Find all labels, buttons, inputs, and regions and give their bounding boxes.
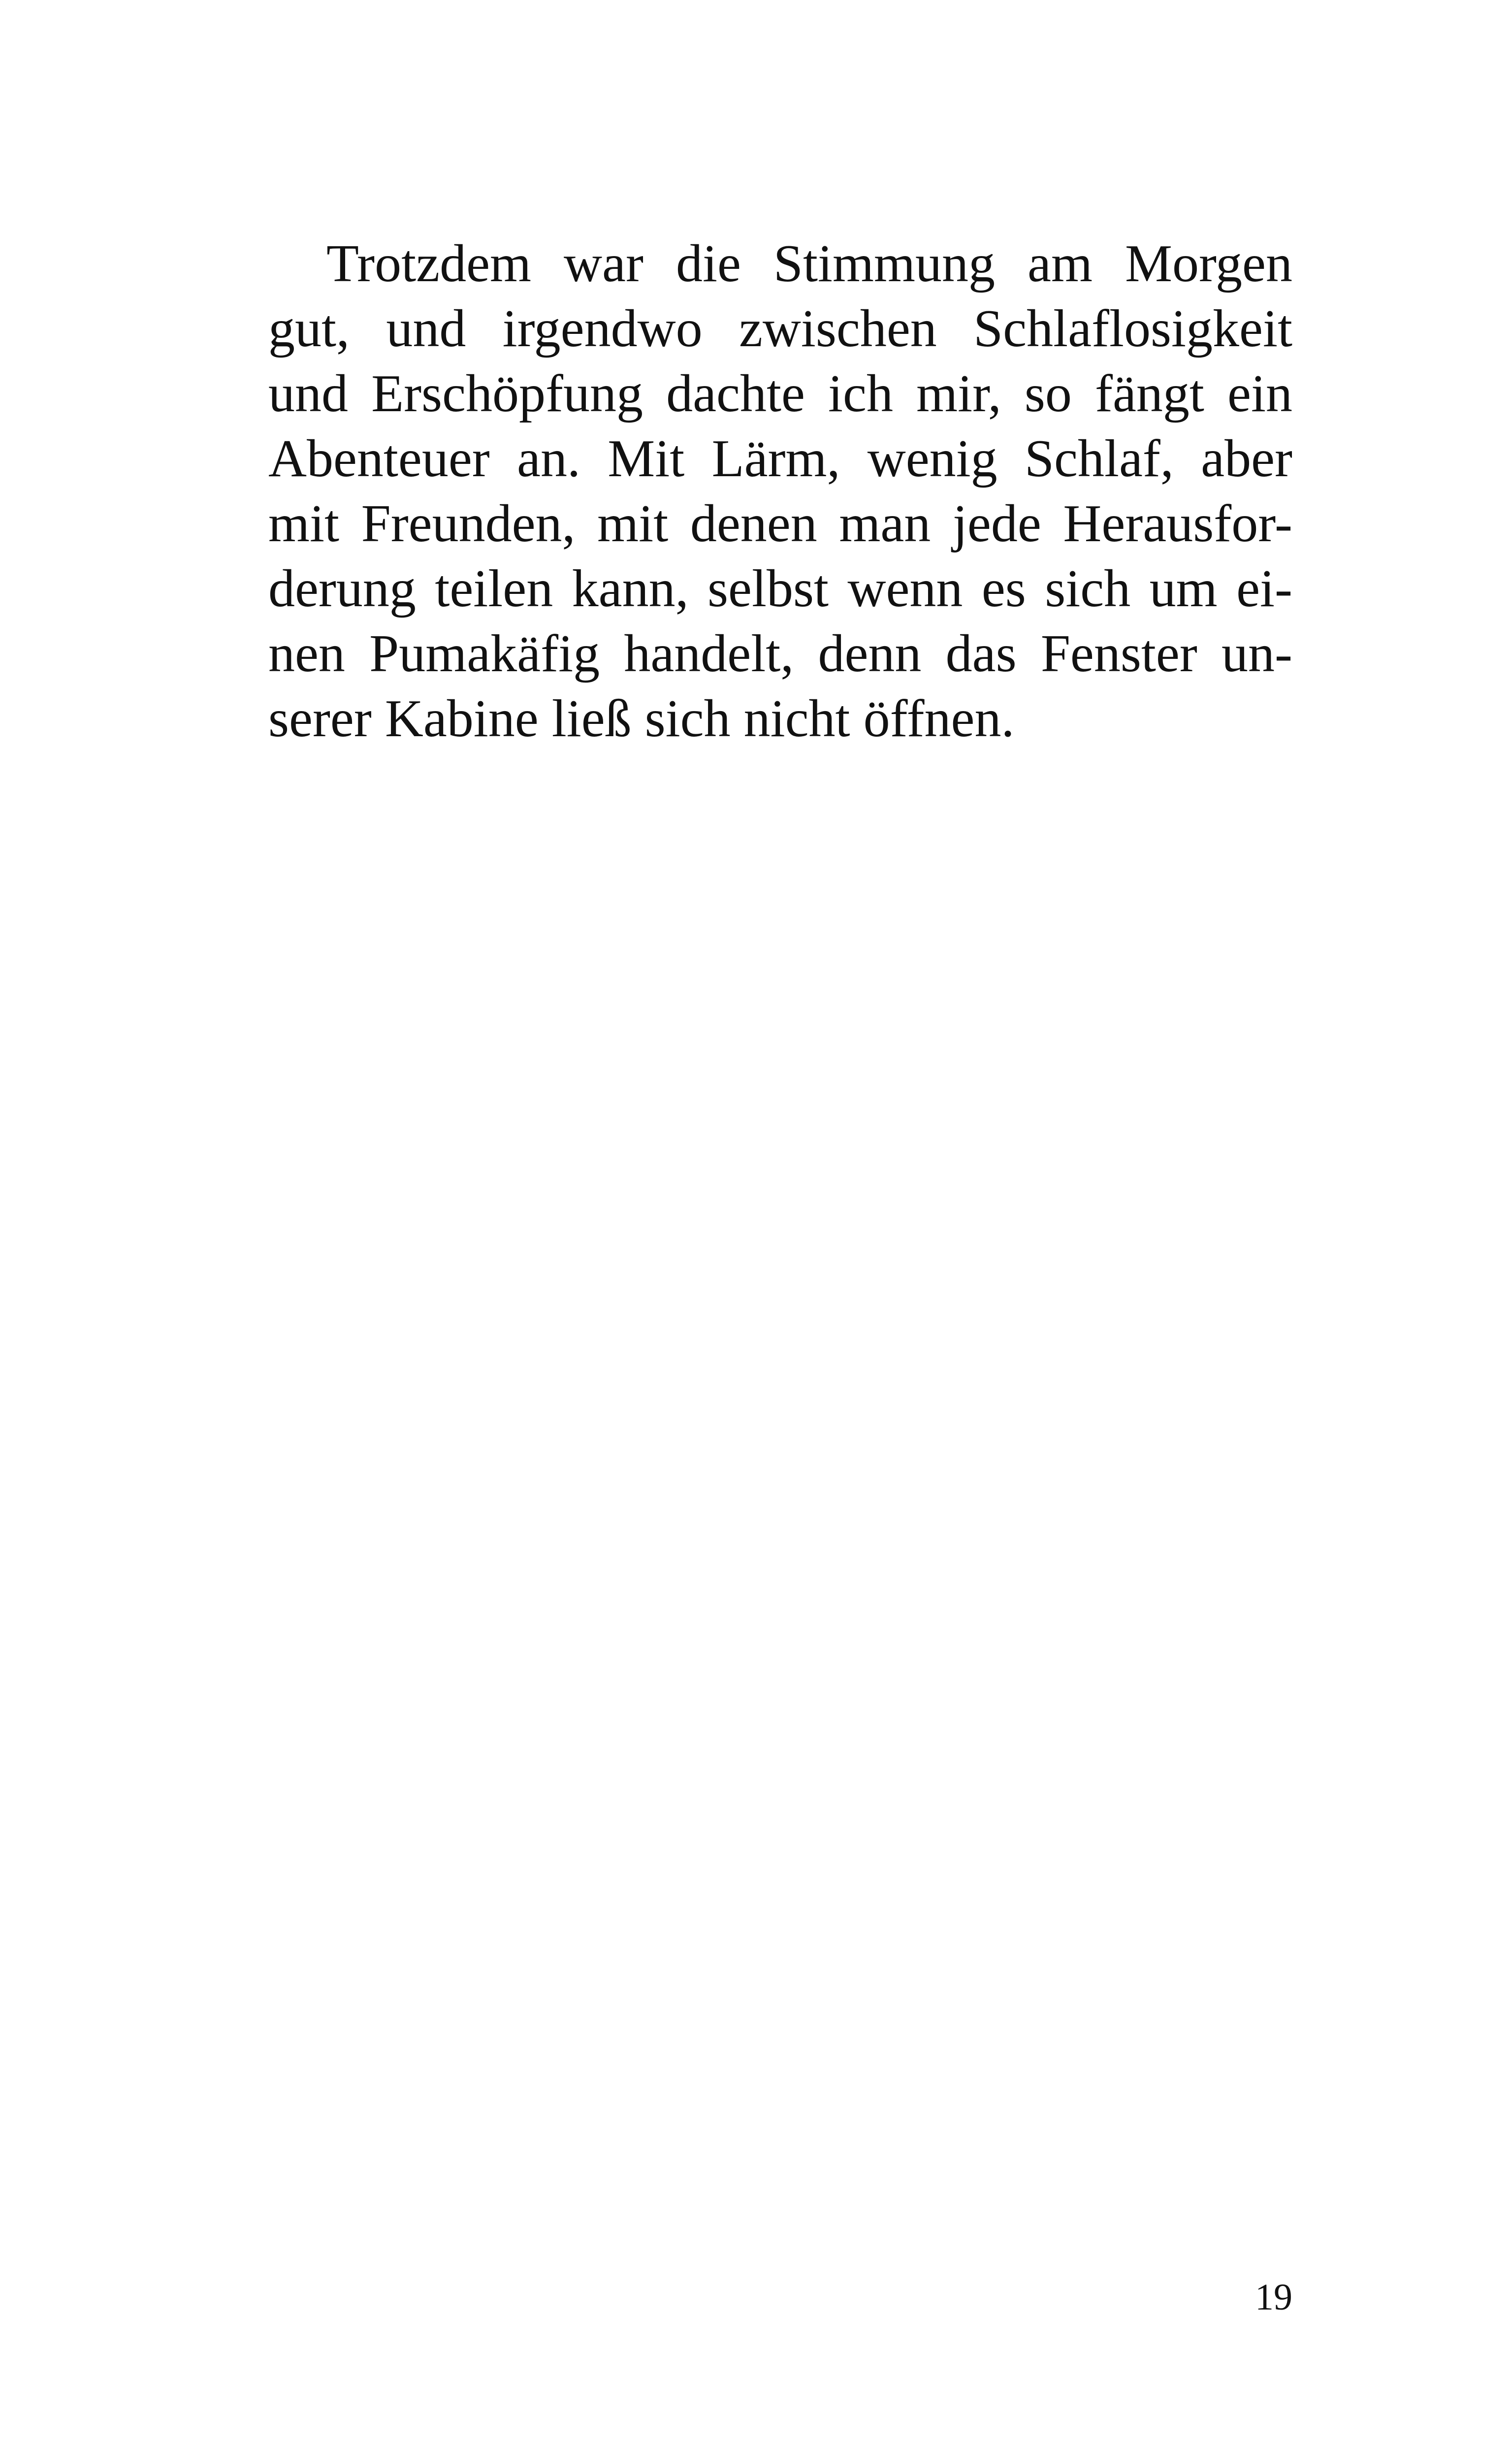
paragraph-line: Trotzdem war die Stimmung am Morgen (326, 234, 1292, 293)
body-paragraph (268, 231, 1292, 751)
paragraph-line: gut, und irgendwo zwischen Schlaflosigkeit (268, 299, 1292, 358)
paragraph-line: Abenteuer an. Mit Lärm, wenig Schlaf, aber (268, 429, 1292, 488)
paragraph-line: derung teilen kann, selbst wenn es sich um ei- (268, 559, 1292, 618)
paragraph-line: mit Freunden, mit denen man jede Herausfor- (268, 494, 1292, 553)
paragraph-line: nen Pumakäfig handelt, denn das Fenster un- (268, 624, 1292, 683)
paragraph-line: und Erschöpfung dachte ich mir, so fängt ein (268, 364, 1292, 423)
page-number: 19 (1255, 2277, 1292, 2318)
paragraph-line: serer Kabine ließ sich nicht öffnen. (268, 689, 1015, 748)
